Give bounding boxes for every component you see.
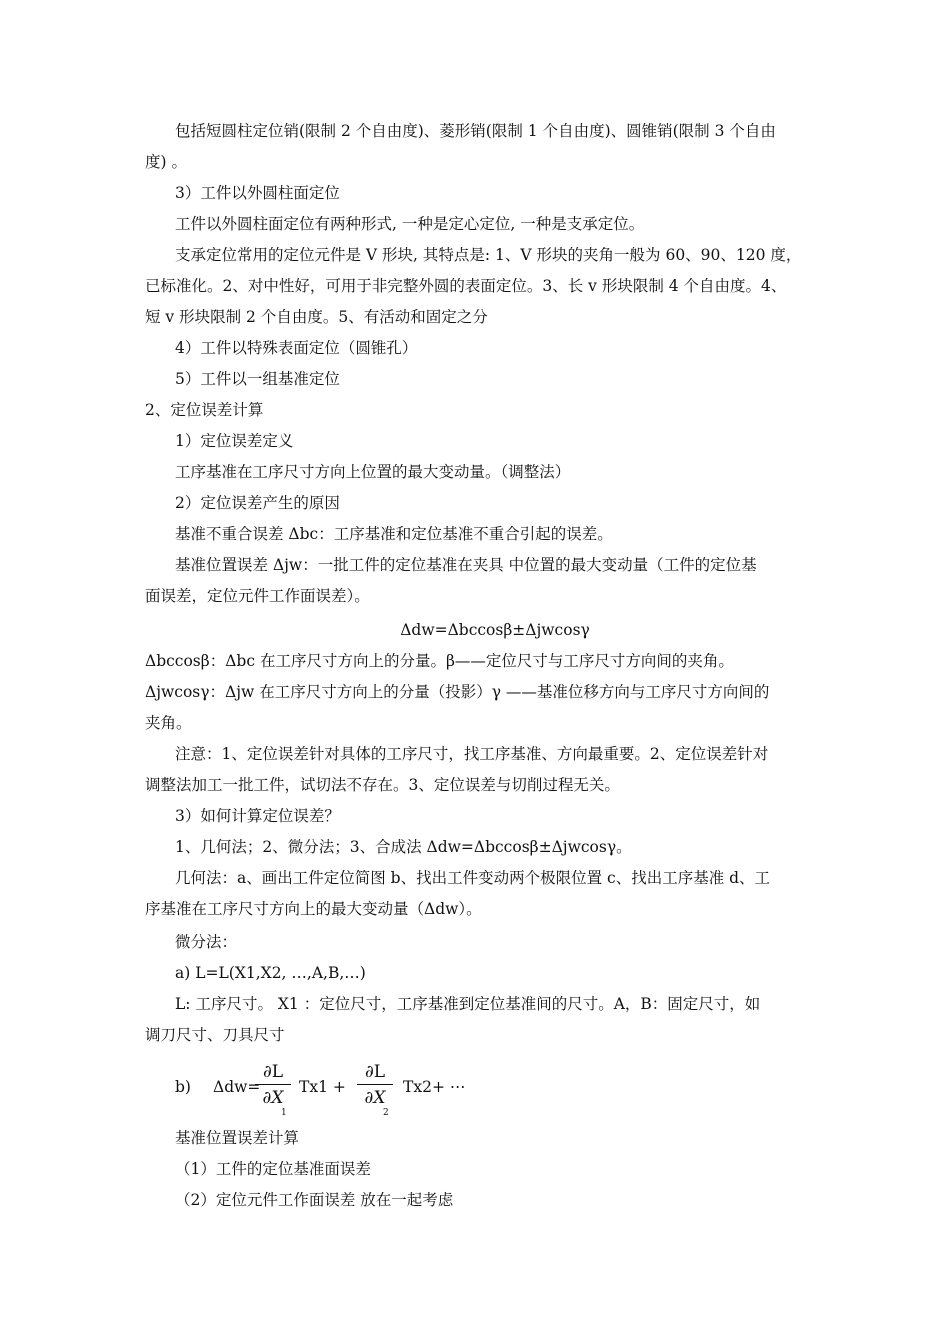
section-heading: 4）工件以特殊表面定位（圆锥孔） bbox=[175, 339, 418, 357]
formula-label: b) bbox=[175, 1078, 191, 1096]
equation: Δdw=Δbccosβ±Δjwcosγ bbox=[400, 621, 590, 639]
formula-term: Tx2+ ⋯ bbox=[403, 1078, 466, 1096]
paragraph-line: L: 工序尺寸。 X1 ：定位尺寸，工序基准到定位基准间的尺寸。A，B：固定尺寸，如 bbox=[175, 995, 761, 1013]
list-item: （2）定位元件工作面误差 放在一起考虑 bbox=[175, 1191, 454, 1209]
paragraph-line: 调刀尺寸、刀具尺寸 bbox=[145, 1026, 285, 1044]
paragraph-line: 调整法加工一批工件，试切法不存在。3、定位误差与切削过程无关。 bbox=[145, 776, 620, 794]
paragraph-line: 度) 。 bbox=[145, 153, 187, 171]
section-heading: 3）如何计算定位误差？ bbox=[175, 807, 340, 825]
partial-fraction-1: ∂L ∂X bbox=[253, 1060, 293, 1109]
paragraph-line: 几何法：a、画出工件定位简图 b、找出工件变动两个极限位置 c、找出工序基准 d、工 bbox=[175, 869, 771, 887]
paragraph-line: 包括短圆柱定位销(限制 2 个自由度)、菱形销(限制 1 个自由度)、圆锥销(限制 3 个自由 bbox=[175, 122, 776, 140]
section-heading: 2）定位误差产生的原因 bbox=[175, 494, 340, 512]
formula-lhs: Δdw= bbox=[213, 1078, 261, 1096]
section-heading: 2、定位误差计算 bbox=[145, 401, 264, 419]
section-heading: 3）工件以外圆柱面定位 bbox=[175, 184, 340, 202]
paragraph-line: 工序基准在工序尺寸方向上位置的最大变动量。（调整法） bbox=[175, 463, 571, 481]
paragraph-line: Δbccosβ：Δbc 在工序尺寸方向上的分量。β——定位尺寸与工序尺寸方向间的夹角。 bbox=[145, 652, 734, 670]
section-heading: 基准位置误差计算 bbox=[175, 1129, 300, 1147]
subscript: 2 bbox=[383, 1108, 389, 1118]
list-item: （1）工件的定位基准面误差 bbox=[175, 1160, 371, 1178]
paragraph-line: 序基准在工序尺寸方向上的最大变动量（Δdw）。 bbox=[145, 900, 482, 918]
section-heading: 1）定位误差定义 bbox=[175, 432, 294, 450]
paragraph-line: 支承定位常用的定位元件是 V 形块, 其特点是: 1、V 形块的夹角一般为 60、90、120 度， bbox=[175, 246, 802, 264]
paragraph-line: 基准不重合误差 Δbc：工序基准和定位基准不重合引起的误差。 bbox=[175, 525, 613, 543]
paragraph-line: 1、几何法；2、微分法；3、合成法 Δdw=Δbccosβ±Δjwcosγ。 bbox=[175, 838, 632, 856]
paragraph-line: 基准位置误差 Δjw：一批工件的定位基准在夹具 中位置的最大变动量（工件的定位基 bbox=[175, 556, 757, 574]
paragraph-line: 注意：1、定位误差针对具体的工序尺寸，找工序基准、方向最重要。2、定位误差针对 bbox=[175, 745, 769, 763]
section-heading: 5）工件以一组基准定位 bbox=[175, 370, 340, 388]
differential-formula bbox=[175, 1060, 595, 1120]
paragraph-line: a) L=L(X1,X2, …,A,B,…) bbox=[175, 964, 366, 982]
paragraph-line: 短 v 形块限制 2 个自由度。5、有活动和固定之分 bbox=[145, 308, 488, 326]
paragraph-line: Δjwcosγ：Δjw 在工序尺寸方向上的分量（投影）γ ——基准位移方向与工序尺寸方向间的 bbox=[145, 683, 770, 701]
paragraph-line: 已标准化。2、对中性好，可用于非完整外圆的表面定位。3、长 v 形块限制 4 个自由度。4、 bbox=[145, 277, 787, 295]
subscript: 1 bbox=[281, 1108, 287, 1118]
paragraph-line: 工件以外圆柱面定位有两种形式, 一种是定心定位, 一种是支承定位。 bbox=[175, 215, 645, 233]
paragraph-line: 面误差，定位元件工作面误差）。 bbox=[145, 587, 370, 605]
partial-fraction-2: ∂L ∂X bbox=[355, 1060, 395, 1109]
paragraph-line: 微分法： bbox=[175, 933, 238, 951]
paragraph-line: 夹角。 bbox=[145, 714, 192, 732]
formula-term: Tx1 + bbox=[299, 1078, 346, 1096]
